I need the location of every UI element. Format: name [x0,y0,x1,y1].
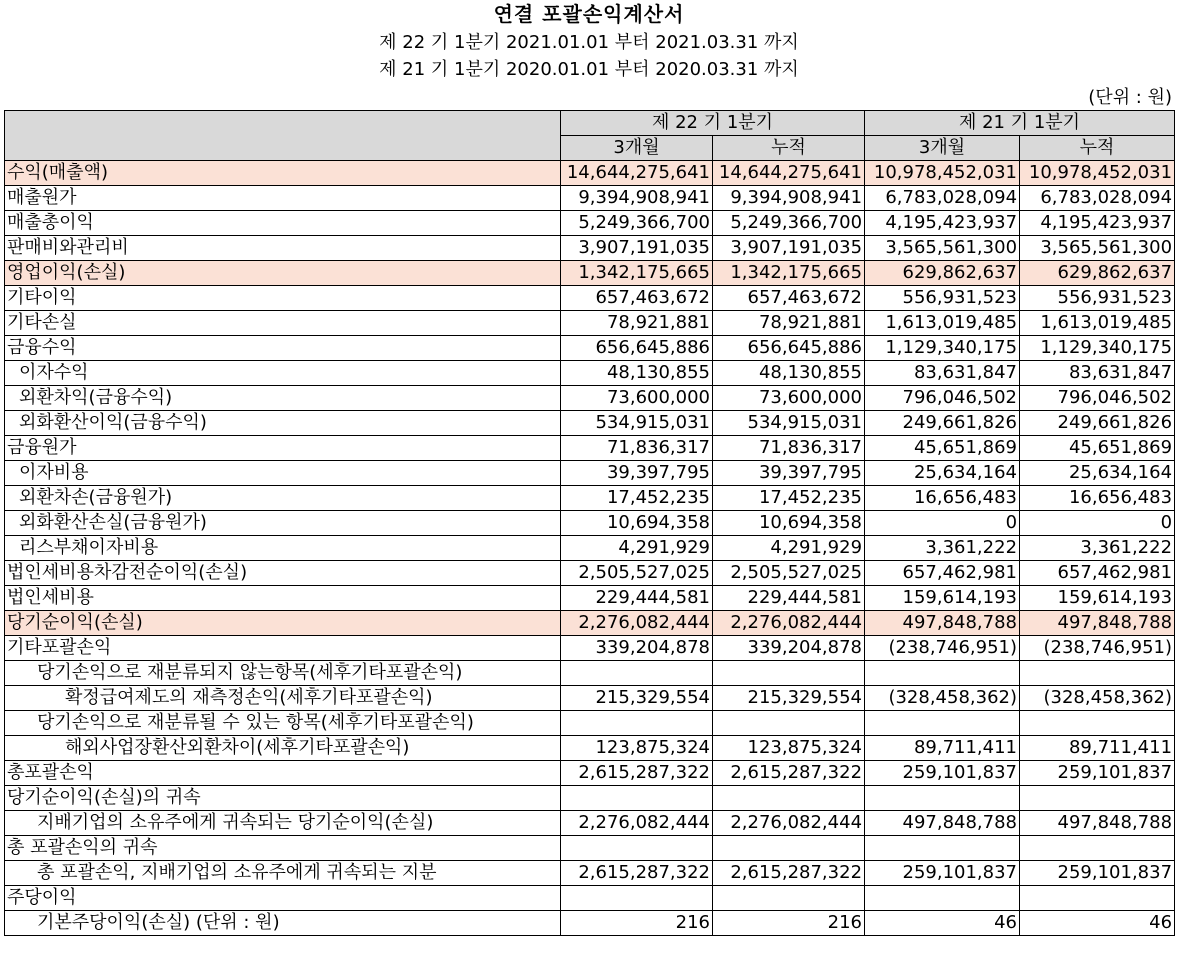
row-value [561,886,713,911]
row-value: 2,276,082,444 [561,811,713,836]
row-label: 당기손익으로 재분류되지 않는항목(세후기타포괄손익) [5,661,561,686]
row-value [1020,836,1175,861]
table-row [5,311,1175,336]
statement-title: 연결 포괄손익계산서 [493,2,685,26]
row-value: 4,195,423,937 [1020,211,1175,236]
row-value: 1,613,019,485 [865,311,1020,336]
row-label: 총 포괄손익, 지배기업의 소유주에게 귀속되는 지분 [5,861,561,886]
row-value [561,661,713,686]
row-value [865,786,1020,811]
table-row [5,436,1175,461]
row-label: 기타이익 [5,286,561,311]
row-value: 2,276,082,444 [713,811,865,836]
row-value: 1,129,340,175 [865,336,1020,361]
row-value: 3,565,561,300 [1020,236,1175,261]
table-row [5,461,1175,486]
row-value [713,786,865,811]
row-value: 2,505,527,025 [561,561,713,586]
row-value: 123,875,324 [713,736,865,761]
row-value: 2,615,287,322 [561,761,713,786]
row-value: 1,342,175,665 [713,261,865,286]
row-value: 1,613,019,485 [1020,311,1175,336]
row-value [865,886,1020,911]
row-value [865,711,1020,736]
row-value: 534,915,031 [561,411,713,436]
row-value: 10,978,452,031 [1020,161,1175,186]
table-row [5,711,1175,736]
row-value: 497,848,788 [865,811,1020,836]
prior-period-line: 제 21 기 1분기 2020.01.01 부터 2020.03.31 까지 [379,59,799,80]
row-value: 5,249,366,700 [561,211,713,236]
row-label: 기타손실 [5,311,561,336]
row-value: 656,645,886 [713,336,865,361]
row-value: 6,783,028,094 [1020,186,1175,211]
table-body [5,161,1175,936]
row-label: 법인세비용차감전순이익(손실) [5,561,561,586]
row-value: 71,836,317 [561,436,713,461]
row-label: 기본주당이익(손실) (단위 : 원) [5,911,561,936]
row-label: 매출원가 [5,186,561,211]
row-value: 3,361,222 [1020,536,1175,561]
table-row [5,361,1175,386]
row-value: 46 [865,911,1020,936]
row-label: 수익(매출액) [5,161,561,186]
row-value: 3,361,222 [865,536,1020,561]
row-value: 657,463,672 [713,286,865,311]
row-value: 2,615,287,322 [713,861,865,886]
header-current-cumulative: 누적 [713,136,865,161]
row-label: 매출총이익 [5,211,561,236]
row-value: 123,875,324 [561,736,713,761]
row-value: 46 [1020,911,1175,936]
header-blank-cell [5,111,561,161]
header-prior-period: 제 21 기 1분기 [865,111,1175,136]
row-value: 9,394,908,941 [713,186,865,211]
row-value [1020,711,1175,736]
row-value: (328,458,362) [865,686,1020,711]
row-label: 금융원가 [5,436,561,461]
table-row [5,911,1175,936]
table-row [5,836,1175,861]
row-label: 이자비용 [5,461,561,486]
row-value: 657,463,672 [561,286,713,311]
row-value: 159,614,193 [865,586,1020,611]
row-value: 4,195,423,937 [865,211,1020,236]
row-value: 16,656,483 [865,486,1020,511]
row-value: 339,204,878 [713,636,865,661]
row-value: 556,931,523 [1020,286,1175,311]
table-row [5,511,1175,536]
row-label: 기타포괄손익 [5,636,561,661]
row-value: 229,444,581 [713,586,865,611]
table-row [5,386,1175,411]
row-label: 판매비와관리비 [5,236,561,261]
row-value: 2,505,527,025 [713,561,865,586]
row-value: 796,046,502 [1020,386,1175,411]
row-value: 16,656,483 [1020,486,1175,511]
row-value: (328,458,362) [1020,686,1175,711]
row-value: 629,862,637 [865,261,1020,286]
row-value: 39,397,795 [713,461,865,486]
row-value: 25,634,164 [865,461,1020,486]
row-value: 259,101,837 [865,761,1020,786]
table-row [5,211,1175,236]
table-row [5,636,1175,661]
row-value [713,886,865,911]
row-label: 당기손익으로 재분류될 수 있는 항목(세후기타포괄손익) [5,711,561,736]
row-value: 534,915,031 [713,411,865,436]
row-label: 당기순이익(손실)의 귀속 [5,786,561,811]
row-value: 1,129,340,175 [1020,336,1175,361]
row-value: 6,783,028,094 [865,186,1020,211]
row-value: 9,394,908,941 [561,186,713,211]
row-value: 5,249,366,700 [713,211,865,236]
row-value: (238,746,951) [1020,636,1175,661]
row-value: 83,631,847 [1020,361,1175,386]
row-label: 외환차손(금융원가) [5,486,561,511]
row-value: 39,397,795 [561,461,713,486]
row-value: 89,711,411 [1020,736,1175,761]
table-row [5,786,1175,811]
table-header [5,111,1175,161]
row-value [865,836,1020,861]
table-row [5,236,1175,261]
table-row [5,286,1175,311]
header-prior-cumulative: 누적 [1020,136,1175,161]
table-row [5,811,1175,836]
row-value [713,836,865,861]
table-row [5,536,1175,561]
row-value: 215,329,554 [713,686,865,711]
row-value: 73,600,000 [561,386,713,411]
row-value: 2,276,082,444 [713,611,865,636]
table-row [5,486,1175,511]
table-row [5,861,1175,886]
row-value: 657,462,981 [865,561,1020,586]
header-current-3m: 3개월 [561,136,713,161]
row-value: 216 [713,911,865,936]
table-row [5,611,1175,636]
row-value: 629,862,637 [1020,261,1175,286]
table-row [5,261,1175,286]
row-label: 해외사업장환산외환차이(세후기타포괄손익) [5,736,561,761]
row-label: 외환차익(금융수익) [5,386,561,411]
row-value: 215,329,554 [561,686,713,711]
row-value: 25,634,164 [1020,461,1175,486]
row-value: 249,661,826 [865,411,1020,436]
row-value: 229,444,581 [561,586,713,611]
row-value: 339,204,878 [561,636,713,661]
table-row [5,186,1175,211]
row-label: 이자수익 [5,361,561,386]
row-value: 48,130,855 [713,361,865,386]
row-label: 지배기업의 소유주에게 귀속되는 당기순이익(손실) [5,811,561,836]
row-value: 497,848,788 [865,611,1020,636]
row-value [561,786,713,811]
row-value: 0 [865,511,1020,536]
row-value: 4,291,929 [713,536,865,561]
row-value: 2,276,082,444 [561,611,713,636]
header-current-period: 제 22 기 1분기 [561,111,865,136]
table-row [5,761,1175,786]
row-label: 확정급여제도의 재측정손익(세후기타포괄손익) [5,686,561,711]
table-row [5,661,1175,686]
row-label: 외화환산이익(금융수익) [5,411,561,436]
row-value: 4,291,929 [561,536,713,561]
row-value: 216 [561,911,713,936]
row-value: 259,101,837 [865,861,1020,886]
row-value: 45,651,869 [1020,436,1175,461]
row-value: 73,600,000 [713,386,865,411]
row-label: 영업이익(손실) [5,261,561,286]
row-value [561,836,713,861]
row-value: 1,342,175,665 [561,261,713,286]
row-value: 2,615,287,322 [713,761,865,786]
row-value: 159,614,193 [1020,586,1175,611]
row-label: 당기순이익(손실) [5,611,561,636]
row-label: 주당이익 [5,886,561,911]
row-value: 17,452,235 [713,486,865,511]
table-row [5,561,1175,586]
row-value: 14,644,275,641 [561,161,713,186]
row-value: 497,848,788 [1020,611,1175,636]
row-value: 2,615,287,322 [561,861,713,886]
row-value: 71,836,317 [713,436,865,461]
row-value: 656,645,886 [561,336,713,361]
row-value [713,711,865,736]
unit-label: (단위 : 원) [1088,87,1172,108]
row-value: 3,907,191,035 [713,236,865,261]
row-value: 259,101,837 [1020,761,1175,786]
row-value: 10,694,358 [561,511,713,536]
table-row [5,886,1175,911]
table-row [5,161,1175,186]
income-statement-table [4,110,1175,936]
row-value [1020,661,1175,686]
row-value: 796,046,502 [865,386,1020,411]
row-value: 78,921,881 [561,311,713,336]
row-label: 총 포괄손익의 귀속 [5,836,561,861]
row-label: 법인세비용 [5,586,561,611]
header-prior-3m: 3개월 [865,136,1020,161]
row-value: 0 [1020,511,1175,536]
row-value: 10,694,358 [713,511,865,536]
row-value: (238,746,951) [865,636,1020,661]
row-value: 657,462,981 [1020,561,1175,586]
table-row [5,411,1175,436]
row-value: 17,452,235 [561,486,713,511]
row-value: 89,711,411 [865,736,1020,761]
row-label: 금융수익 [5,336,561,361]
table-row [5,686,1175,711]
row-value: 45,651,869 [865,436,1020,461]
table-row [5,736,1175,761]
current-period-line: 제 22 기 1분기 2021.01.01 부터 2021.03.31 까지 [379,32,799,53]
row-label: 총포괄손익 [5,761,561,786]
row-value: 3,565,561,300 [865,236,1020,261]
row-value: 497,848,788 [1020,811,1175,836]
row-label: 외화환산손실(금융원가) [5,511,561,536]
row-value: 249,661,826 [1020,411,1175,436]
row-value: 10,978,452,031 [865,161,1020,186]
row-value: 556,931,523 [865,286,1020,311]
row-value: 78,921,881 [713,311,865,336]
row-value [865,661,1020,686]
row-value: 3,907,191,035 [561,236,713,261]
table-row [5,336,1175,361]
header-row-periods [5,111,1175,136]
row-label: 리스부채이자비용 [5,536,561,561]
row-value [1020,786,1175,811]
table-row [5,586,1175,611]
row-value [561,711,713,736]
row-value [713,661,865,686]
row-value: 14,644,275,641 [713,161,865,186]
row-value [1020,886,1175,911]
row-value: 259,101,837 [1020,861,1175,886]
row-value: 48,130,855 [561,361,713,386]
row-value: 83,631,847 [865,361,1020,386]
